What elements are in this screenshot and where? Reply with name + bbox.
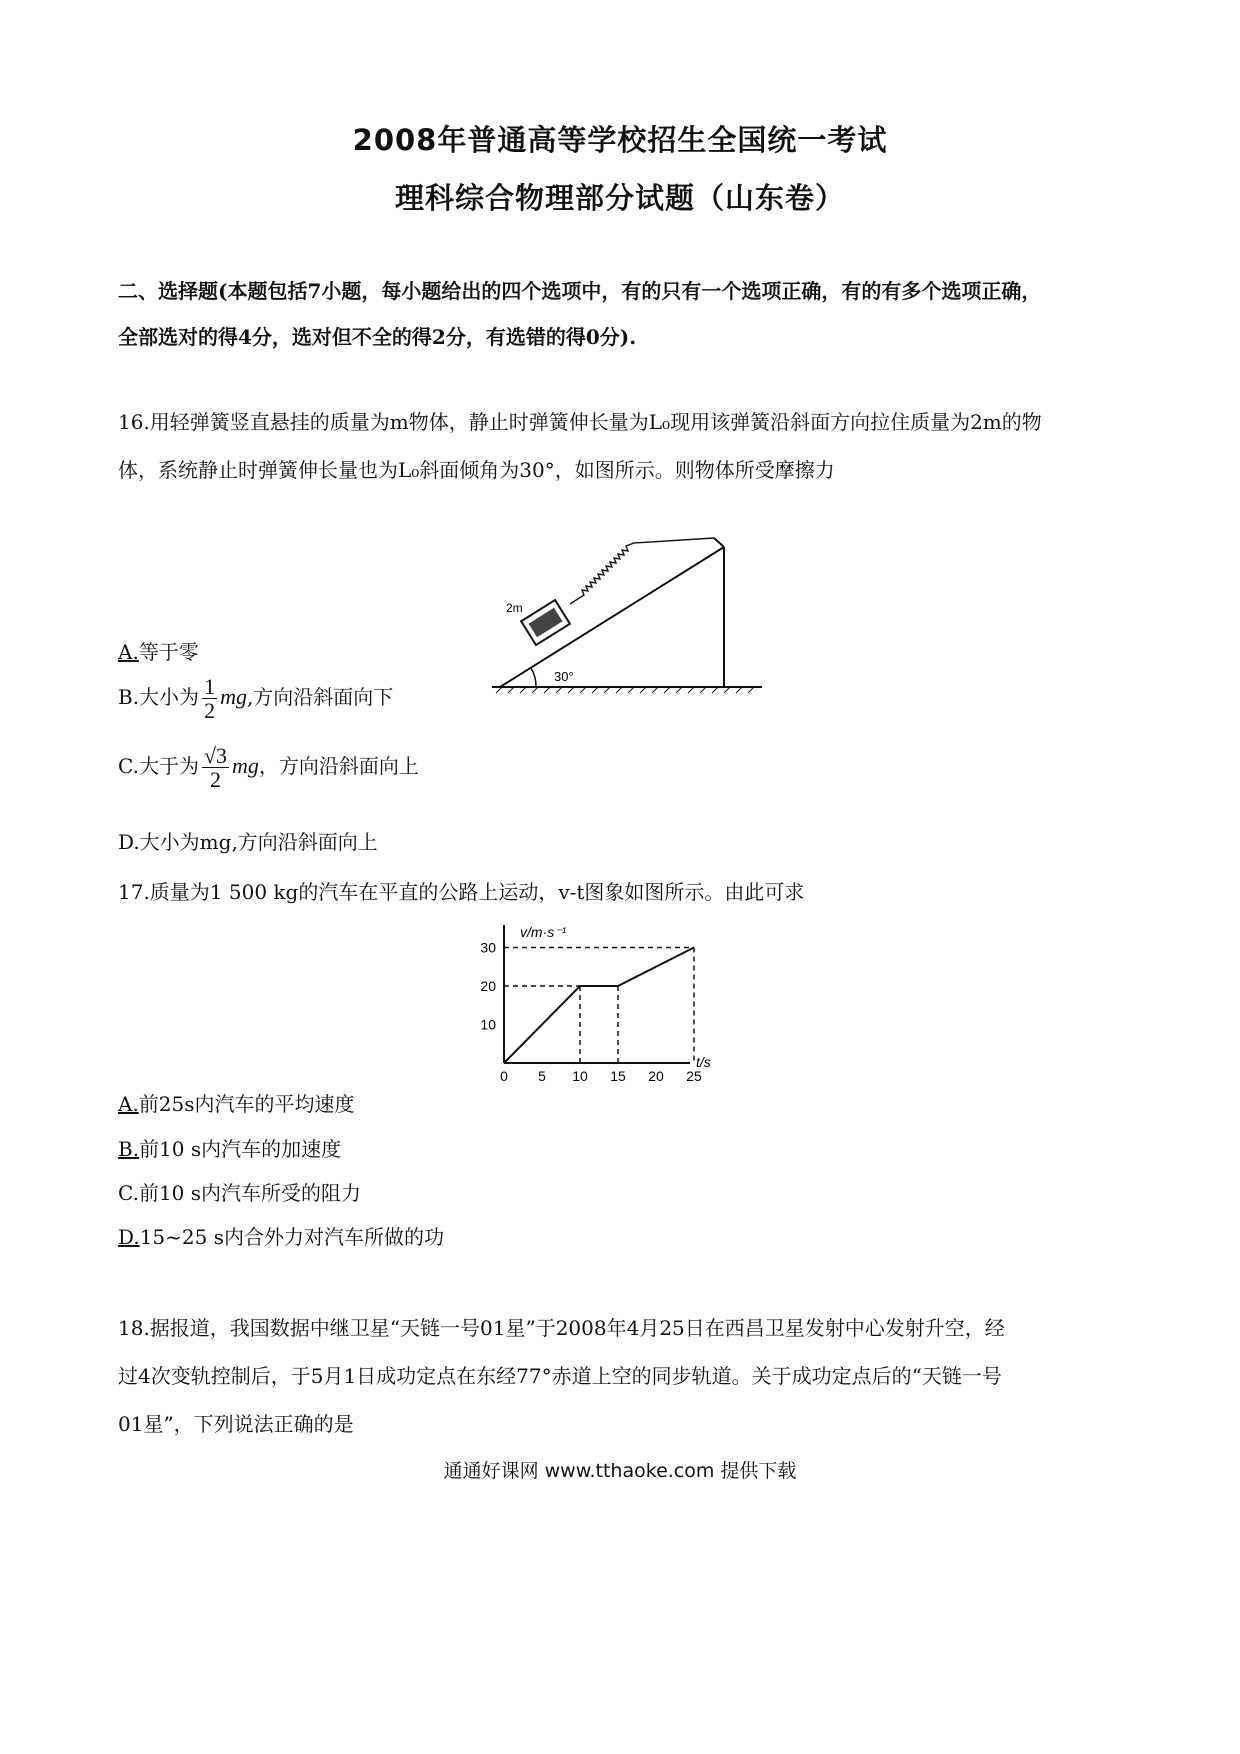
q16-option-c-denominator: 2 — [209, 767, 221, 793]
question-18-line3: 01星”，下列说法正确的是 — [118, 1412, 354, 1436]
question-16-line1: 16.用轻弹簧竖直悬挂的质量为m物体，静止时弹簧伸长量为L₀现用该弹簧沿斜面方向拉住质量为2m的物 — [118, 410, 1042, 434]
page-subtitle: 理科综合物理部分试题（山东卷） — [394, 181, 845, 215]
question-18-line2: 过4次变轨控制后，于5月1日成功定点在东经77°赤道上空的同步轨道。关于成功定点后的“天链一号 — [118, 1364, 1002, 1388]
q16-option-c-fraction — [202, 744, 229, 791]
q16-option-b-mg: mg — [220, 684, 247, 710]
x-tick-label-25: 25 — [686, 1068, 702, 1084]
x-tick-label-5: 5 — [538, 1068, 546, 1084]
q16-option-c-prefix: C.大于为 — [118, 754, 199, 779]
x-axis-label: t/s — [696, 1054, 711, 1070]
q16-option-b-numerator: 1 — [204, 674, 216, 699]
q17-option-a-text: 前25s内汽车的平均速度 — [138, 1092, 355, 1116]
q17-option-b — [118, 1133, 341, 1162]
q16-option-d: D.大小为mg,方向沿斜面向上 — [118, 830, 378, 854]
q16-option-b — [118, 675, 393, 722]
q16-option-c — [118, 744, 419, 791]
y-axis-label: v/m·s⁻¹ — [520, 924, 567, 940]
x-tick-label-10: 10 — [572, 1068, 588, 1084]
question-17-line1: 17.质量为1 500 kg的汽车在平直的公路上运动，v-t图象如图所示。由此可求 — [118, 880, 805, 904]
x-tick-label-15: 15 — [610, 1068, 626, 1084]
x-tick-label-20: 20 — [648, 1068, 664, 1084]
section-heading-line1: 二、选择题(本题包括7小题，每小题给出的四个选项中，有的只有一个选项正确，有的有多个选项正确， — [118, 279, 1042, 303]
q16-option-c-numerator: √3 — [203, 743, 228, 768]
angle-arc — [531, 668, 536, 687]
q17-option-a — [118, 1088, 355, 1117]
velocity-series-line — [504, 948, 694, 1064]
q16-option-a-text: 等于零 — [138, 640, 199, 664]
y-tick-label-10: 10 — [480, 1016, 496, 1033]
q16-option-b-fraction — [202, 675, 217, 722]
q17-option-b-text: 前10 s内汽车的加速度 — [139, 1137, 342, 1161]
question-16-line2: 体，系统静止时弹簧伸长量也为L₀斜面倾角为30°，如图所示。则物体所受摩擦力 — [118, 458, 835, 482]
q16-option-b-prefix: B.大小为 — [118, 685, 200, 710]
q17-option-d — [118, 1221, 444, 1250]
incline-spring-figure — [488, 530, 764, 695]
q16-option-b-suffix: ,方向沿斜面向下 — [246, 685, 394, 710]
q17-option-d-letter: D. — [118, 1225, 140, 1249]
q17-option-a-letter: A. — [118, 1092, 139, 1116]
mass-label: 2m — [506, 601, 523, 615]
y-tick-label-20: 20 — [480, 978, 496, 994]
question-17 — [118, 868, 1128, 916]
q17-option-b-letter: B. — [118, 1137, 140, 1161]
incline-top-cap — [714, 538, 724, 547]
question-18 — [118, 1304, 1128, 1448]
q16-option-a — [118, 636, 199, 665]
section-heading — [118, 268, 1128, 360]
section-heading-line2: 全部选对的得4分，选对但不全的得2分，有选错的得0分). — [118, 325, 637, 349]
q17-option-d-text: 15~25 s内合外力对汽车所做的功 — [139, 1225, 444, 1249]
q16-option-c-suffix: ，方向沿斜面向上 — [258, 754, 419, 779]
q17-option-c: C.前10 s内汽车所受的阻力 — [118, 1181, 362, 1205]
angle-label: 30° — [554, 669, 574, 684]
page-title: 2008年普通高等学校招生全国统一考试 — [352, 123, 888, 157]
spring — [570, 538, 714, 604]
question-18-line1: 18.据报道，我国数据中继卫星“天链一号01星”于2008年4月25日在西昌卫星发射中心发射升空，经 — [118, 1316, 1005, 1340]
vt-chart — [460, 915, 780, 1085]
x-tick-label-0: 0 — [500, 1068, 508, 1084]
footer-source: 通通好课网 www.tthaoke.com 提供下载 — [443, 1460, 797, 1482]
q16-option-a-letter: A. — [118, 640, 139, 664]
q16-option-c-mg: mg — [232, 753, 259, 779]
block-2m — [521, 600, 570, 645]
question-16 — [118, 398, 1128, 494]
q16-option-b-denominator: 2 — [204, 698, 216, 724]
y-tick-label-30: 30 — [480, 939, 496, 956]
